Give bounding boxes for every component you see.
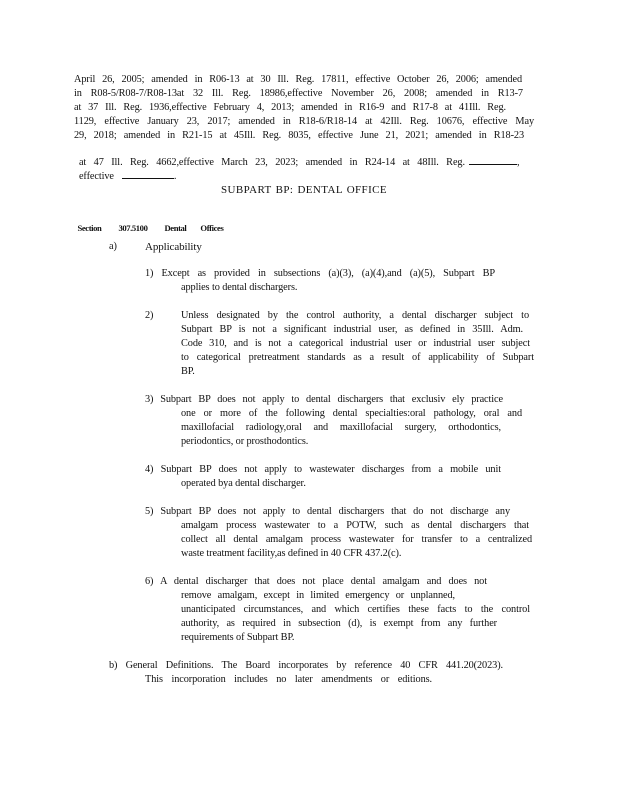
subpart-title: SUBPART BP: DENTAL OFFICE [221,184,387,196]
item-6-line-4: authority, as required in subsection (d), is exempt from any further [181,618,497,629]
section-number: 307.5100 [118,222,148,233]
item-3-line-4: periodontics, or prosthodontics. [181,436,309,447]
item-2-number: 2) [145,310,154,321]
item-5-line-4: waste treatment facility,as defined in 40 CFR 437.2(c). [181,548,402,559]
history-line-6-blank [469,155,517,165]
history-line-2: in R08-5/R08-7/R08-13at 32 Ill. Reg. 18986,effective November 26, 2008; amended in R13-7 [74,88,523,99]
item-6-line-3: unanticipated circumstances, and which certifies these facts to the control [181,604,530,615]
item-1-line-1: 1) Except as provided in subsections (a)(3), (a)(4),and (a)(5), Subpart BP [145,268,495,279]
history-line-3: at 37 Ill. Reg. 1936,effective February 4, 2013; amended in R16-9 and R17-8 at 41Ill. Reg. [74,102,506,113]
subsection-b-line-1: b) General Definitions. The Board incorporates by reference 40 CFR 441.20(2023). [109,660,503,671]
item-2-line-3: Code 310, and is not a categorical industrial user or industrial user subject [181,338,530,349]
item-3-line-2: one or more of the following dental specialties:oral pathology, oral and [181,408,522,419]
section-word-1: Dental [164,222,187,233]
item-5-line-2: amalgam process wastewater to a POTW, such as dental dischargers that [181,520,529,531]
history-line-5: 29, 2018; amended in R21-15 at 45Ill. Reg. 8035, effective June 21, 2021; amended in R18-23 [74,130,524,141]
history-line-4: 1129, effective January 23, 2017; amended in R18-6/R18-14 at 42Ill. Reg. 10676, effective May [74,116,534,127]
item-4-line-1: 4) Subpart BP does not apply to wastewater discharges from a mobile unit [145,464,501,475]
item-2-line-1: Unless designated by the control authority, a dental discharger subject to [181,310,529,321]
subsection-a-heading: Applicability [145,241,202,253]
item-6-line-1: 6) A dental discharger that does not place dental amalgam and does not [145,576,487,587]
item-5-line-1: 5) Subpart BP does not apply to dental dischargers that do not discharge any [145,506,510,517]
item-6-line-5: requirements of Subpart BP. [181,632,295,643]
section-label: Section [77,222,102,233]
item-3-line-3: maxillofacial radiology,oral and maxillofacial surgery, orthodontics, [181,422,501,433]
item-4-line-2: operated bya dental discharger. [181,478,306,489]
history-line-6-text: at 47 Ill. Reg. 4662,effective March 23, 2023; amended in R24-14 at 48Ill. Reg. [78,157,465,169]
section-heading [74,215,223,232]
subsection-b-line-2: This incorporation includes no later amendments or editions. [145,674,432,685]
item-6-line-2: remove amalgam, except in limited emergency or unplanned, [181,590,455,601]
item-1-line-2: applies to dental dischargers. [181,282,298,293]
subsection-a-marker: a) [109,241,117,252]
item-2-line-2: Subpart BP is not a significant industrial user, as defined in 35Ill. Adm. [181,324,523,335]
history-line-7-blank [122,169,174,179]
item-2-line-4: to categorical pretreatment standards as a result of applicability of Subpart [181,352,534,363]
item-5-line-3: collect all dental amalgam process wastewater for transfer to a centralized [181,534,532,545]
history-line-1: April 26, 2005; amended in R06-13 at 30 Ill. Reg. 17811, effective October 26, 2006; amended [74,74,522,85]
item-2-line-5: BP. [181,366,195,377]
history-line-6-comma: , [516,157,520,169]
history-line-7-period: . [173,171,177,183]
item-3-line-1: 3) Subpart BP does not apply to dental dischargers that exclusiv ely practice [145,394,503,405]
history-line-7-text: effective [78,171,114,183]
section-word-2: Offices [200,222,224,233]
history-line-7 [74,159,176,183]
